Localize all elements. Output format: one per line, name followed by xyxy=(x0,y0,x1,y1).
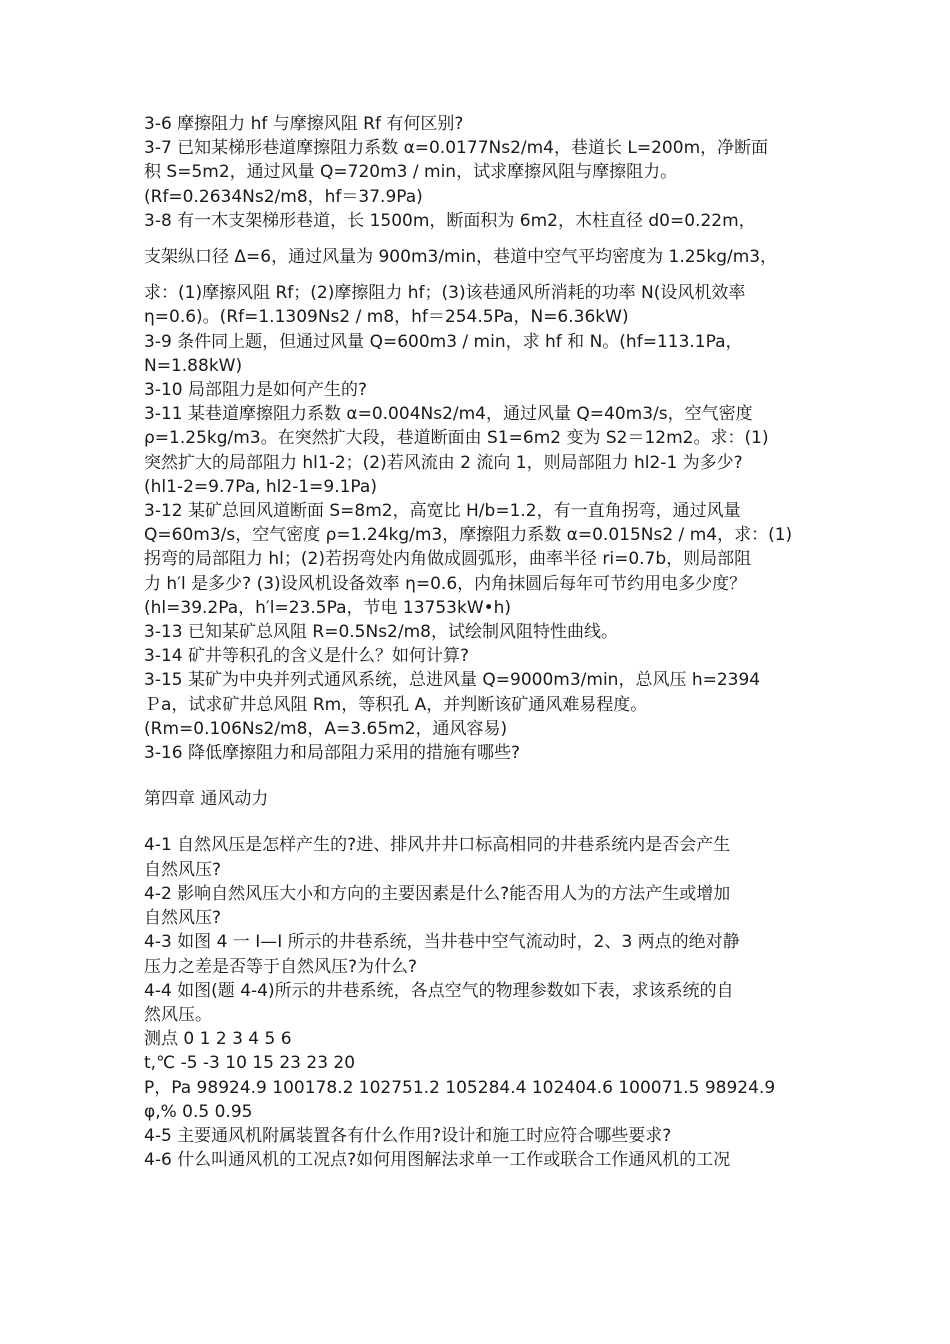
text-line: 4-1 自然风压是怎样产生的?进、排风井井口标高相同的井巷系统内是否会产生 xyxy=(144,835,731,856)
text-line: 3-16 降低摩擦阻力和局部阻力采用的措施有哪些? xyxy=(144,743,521,764)
text-line: 然风压。 xyxy=(144,1004,212,1025)
text-line: 自然风压? xyxy=(144,908,222,929)
text-line: ρ=1.25kg/m3。在突然扩大段，巷道断面由 S1=6m2 变为 S2＝12m2。求：(1) xyxy=(144,428,769,449)
text-line: (Rf=0.2634Ns2/m8，hf＝37.9Pa) xyxy=(144,186,423,207)
text-line: 3-15 某矿为中央并列式通风系统，总进风量 Q=9000m3/min，总风压 h=2394 xyxy=(144,670,761,691)
text-line: 求：(1)摩擦风阻 Rf；(2)摩擦阻力 hf；(3)该巷通风所消耗的功率 N(设风机效率 xyxy=(144,283,746,304)
text-line: 3-12 某矿总回风道断面 S=8m2，高宽比 H/b=1.2，有一直角拐弯，通过风量 xyxy=(144,501,741,522)
text-line: 4-6 什么叫通风机的工况点?如何用图解法求单一工作或联合工作通风机的工况 xyxy=(144,1150,731,1171)
chapter-title: 第四章 通风动力 xyxy=(144,789,269,810)
text-line: 测点 0 1 2 3 4 5 6 xyxy=(144,1029,292,1050)
text-line: 积 S=5m2，通过风量 Q=720m3 / min，试求摩擦风阻与摩擦阻力。 xyxy=(144,162,678,183)
text-line: η=0.6)。(Rf=1.1309Ns2 / m8，hf＝254.5Pa，N=6.36kW) xyxy=(144,307,629,328)
text-line: t,℃ -5 -3 10 15 23 23 20 xyxy=(144,1053,356,1074)
spacer xyxy=(144,233,812,245)
text-line: 4-3 如图 4 一 I—I 所示的井巷系统，当井巷中空气流动时，2、3 两点的绝对静 xyxy=(144,932,740,953)
text-line: (hl1-2=9.7Pa, hl2-1=9.1Pa) xyxy=(144,476,377,497)
text-line: P，Pa 98924.9 100178.2 102751.2 105284.4 102404.6 100071.5 98924.9 xyxy=(144,1077,776,1098)
text-line: (Rm=0.106Ns2/m8，A=3.65m2，通风容易) xyxy=(144,718,508,739)
text-line: 3-14 矿井等积孔的含义是什么？如何计算? xyxy=(144,646,470,667)
text-line: 支架纵口径 Δ=6，通过风量为 900m3/min，巷道中空气平均密度为 1.25kg/m3， xyxy=(144,247,778,268)
text-line: 3-6 摩擦阻力 hf 与摩擦风阻 Rf 有何区别? xyxy=(144,114,464,134)
text-line: Q=60m3/s，空气密度 ρ=1.24kg/m3，摩擦阻力系数 α=0.015Ns2 / m4，求：(1) xyxy=(144,525,793,546)
text-line: 3-11 某巷道摩擦阻力系数 α=0.004Ns2/m4，通过风量 Q=40m3/s，空气密度 xyxy=(144,404,753,425)
text-line: 3-7 已知某梯形巷道摩擦阻力系数 α=0.0177Ns2/m4，巷道长 L=200m，净断面 xyxy=(144,138,769,159)
text-line: 3-8 有一木支架梯形巷道，长 1500m，断面积为 6m2，木柱直径 d0=0.22m， xyxy=(144,210,756,231)
text-line: 压力之差是否等于自然风压?为什么? xyxy=(144,956,418,977)
text-line: Ｐa，试求矿井总风阻 Rm，等积孔 A，并判断该矿通风难易程度。 xyxy=(144,694,648,715)
spacer xyxy=(144,269,812,281)
text-line: (hl=39.2Pa，h′l=23.5Pa，节电 13753kW•h) xyxy=(144,597,512,618)
text-line: 力 h′l 是多少? (3)设风机设备效率 η=0.6，内角抹圆后每年可节约用电多少度？ xyxy=(144,573,747,594)
text-line: N=1.88kW) xyxy=(144,355,243,376)
section-chapter-3-questions xyxy=(144,112,812,765)
text-line: 4-2 影响自然风压大小和方向的主要因素是什么?能否用人为的方法产生或增加 xyxy=(144,883,731,904)
spacer xyxy=(144,765,812,787)
section-chapter-4-questions xyxy=(144,833,812,1172)
text-line: 自然风压? xyxy=(144,859,222,880)
text-line: 4-5 主要通风机附属装置各有什么作用?设计和施工时应符合哪些要求? xyxy=(144,1125,672,1146)
text-line: 4-4 如图(题 4-4)所示的井巷系统，各点空气的物理参数如下表，求该系统的自 xyxy=(144,980,734,1001)
spacer xyxy=(144,811,812,833)
text-line: 3-13 已知某矿总风阻 R=0.5Ns2/m8，试绘制风阻特性曲线。 xyxy=(144,622,618,643)
text-line: 突然扩大的局部阻力 hl1-2；(2)若风流由 2 流向 1，则局部阻力 hl2-1 为多少? xyxy=(144,452,743,473)
text-line: 3-9 条件同上题，但通过风量 Q=600m3 / min，求 hf 和 N。(hf=113.1Pa， xyxy=(144,331,743,352)
text-line: φ,% 0.5 0.95 xyxy=(144,1101,253,1122)
document-page xyxy=(144,112,812,1172)
text-line: 拐弯的局部阻力 hl；(2)若拐弯处内角做成圆弧形，曲率半径 ri=0.7b，则局部阻 xyxy=(144,549,752,570)
text-line: 3-10 局部阻力是如何产生的? xyxy=(144,380,368,401)
